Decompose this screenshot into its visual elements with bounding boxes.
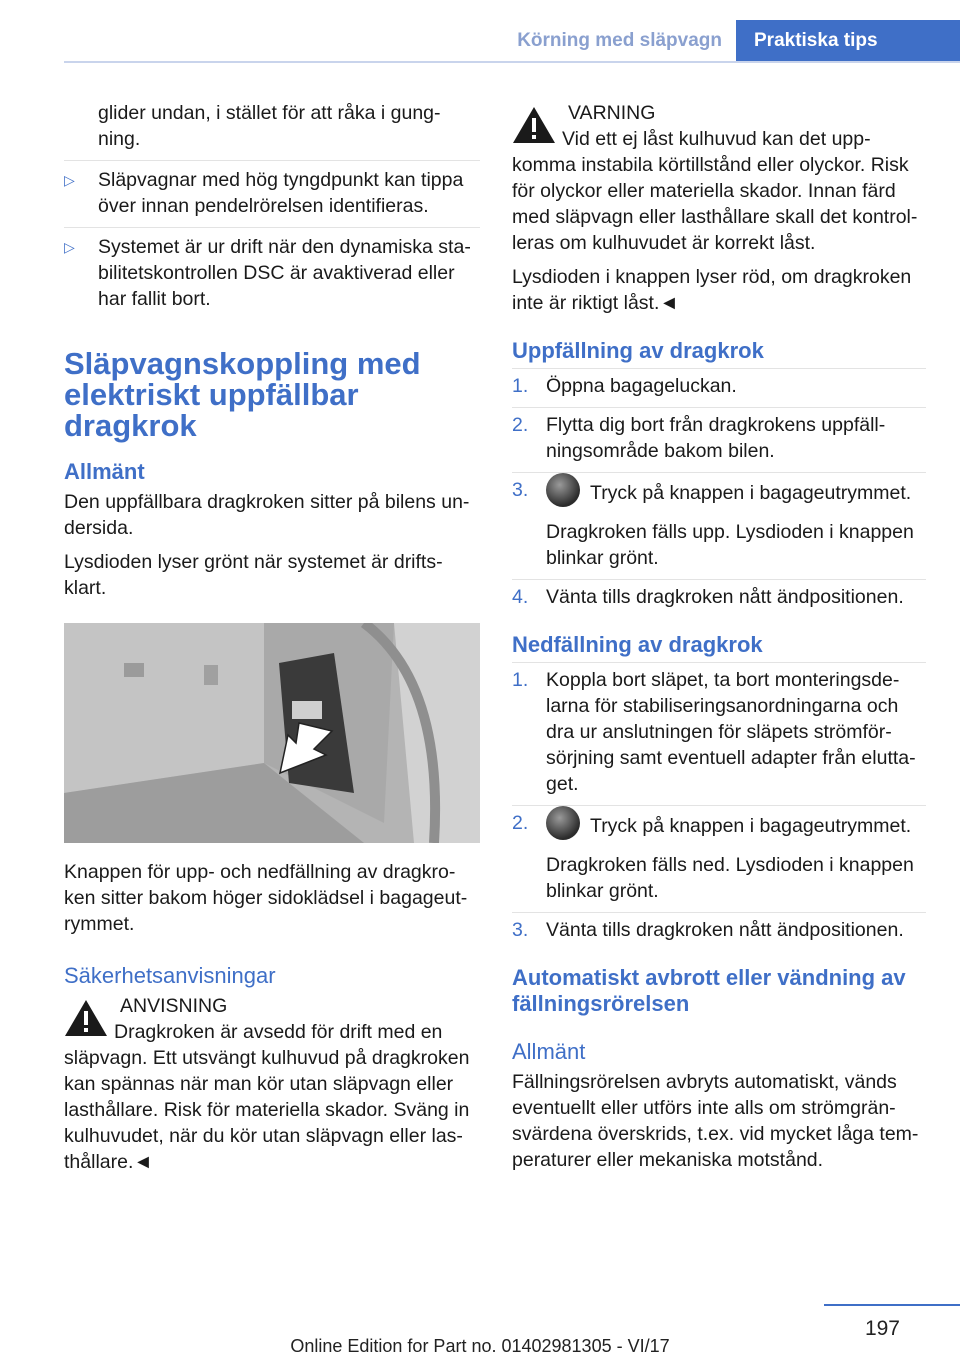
left-column	[64, 100, 480, 1183]
page-header	[0, 0, 960, 62]
list-item: 1. Öppna bagageluckan.	[512, 368, 926, 399]
chapter-tab[interactable]: Praktiska tips	[736, 20, 960, 62]
subheading-general: Allmänt	[64, 459, 145, 484]
subheading-up: Uppfällning av dragkrok	[512, 338, 764, 363]
list-item: 4. Vänta tills dragkroken nått ändpositionen.	[512, 579, 926, 610]
list-item: ▷ Släpvagnar med hög tyngdpunkt kan tippa över innan pendelrörelsen identifieras.	[64, 160, 480, 219]
subheading-safety: Säkerhetsanvisningar	[64, 963, 276, 988]
subheading-auto-general: Allmänt	[512, 1039, 586, 1064]
paragraph: Fällningsrörelsen avbryts automatiskt, vänds eventuellt eller utförs inte alls om strömgrän-svärdena överskrids, t.ex. vid mycket låga tem-peraturer eller mekaniska motstånd.	[512, 1071, 919, 1171]
warning-label: VARNING	[568, 102, 656, 124]
warning-triangle-icon	[512, 106, 556, 144]
list-item: ▷ Systemet är ur drift när den dynamiska sta-bilitetskontrollen DSC är avaktiverad eller har fallit bort.	[64, 227, 480, 312]
notice-label: ANVISNING	[120, 995, 228, 1017]
tow-hitch-button-icon	[546, 473, 580, 507]
intro-continuation: glider undan, i stället för att råka i gung-ning.	[98, 102, 441, 150]
warning-block	[512, 100, 926, 256]
right-column	[512, 100, 926, 1181]
tow-hitch-button-icon	[546, 806, 580, 840]
trunk-photo	[64, 623, 480, 843]
subheading-auto: Automatiskt avbrott eller vändning av fällningsrörelsen	[512, 965, 906, 1016]
paragraph: Lysdioden lyser grönt när systemet är drifts-klart.	[64, 551, 443, 599]
image-caption: Knappen för upp- och nedfällning av dragkro-ken sitter bakom höger sidoklädsel i bagageut-rymmet.	[64, 861, 468, 935]
warning-triangle-icon	[64, 999, 108, 1037]
triangle-bullet-icon: ▷	[64, 172, 75, 188]
subheading-down: Nedfällning av dragkrok	[512, 632, 763, 657]
edition-footer: Online Edition for Part no. 01402981305 - VI/17	[290, 1336, 670, 1356]
warning-text: Vid ett ej låst kulhuvud kan det upp-komma instabila körtillstånd eller olyckor. Risk för olyckor eller materiella skador. Innan färd med släpvagn eller lasthållare skall det kontrol-leras om kulhuvudet är korrekt låst.	[512, 128, 918, 254]
list-item: 3. Tryck på knappen i bagageutrymmet. Dragkroken fälls upp. Lysdioden i knappen blinkar grönt.	[512, 472, 926, 571]
section-heading: Släpvagnskoppling med elektriskt uppfällbar dragkrok	[64, 346, 421, 443]
list-item: 2. Flytta dig bort från dragkrokens uppfäll-ningsområde bakom bilen.	[512, 407, 926, 464]
header-divider	[64, 61, 960, 63]
section-title[interactable]: Körning med släpvagn	[517, 30, 722, 51]
paragraph: Den uppfällbara dragkroken sitter på bilens un-dersida.	[64, 491, 470, 539]
list-item: 1. Koppla bort släpet, ta bort monteringsde-larna för stabiliseringsanordningarna och dra ur anslutningen för släpets strömför-sörjning samt eventuell adapter från elutta-get.	[512, 662, 926, 797]
notice-text: Dragkroken är avsedd för drift med en släpvagn. Ett utsvängt kulhuvud på dragkroken kan spännas när man kör utan släpvagn eller lasthållare. Risk för materiella skador. Sväng in kulhuvudet, när du kör utan släpvagn eller las-thållare.◄	[64, 1021, 470, 1173]
page-number: 197	[864, 1317, 900, 1340]
notice-block	[64, 993, 480, 1175]
paragraph: Lysdioden i knappen lyser röd, om dragkroken inte är riktigt låst.◄	[512, 266, 912, 314]
footer-divider	[824, 1304, 960, 1306]
triangle-bullet-icon: ▷	[64, 239, 75, 255]
list-item: 3. Vänta tills dragkroken nått ändpositionen.	[512, 912, 926, 943]
list-item: 2. Tryck på knappen i bagageutrymmet. Dragkroken fälls ned. Lysdioden i knappen blinkar grönt.	[512, 805, 926, 904]
